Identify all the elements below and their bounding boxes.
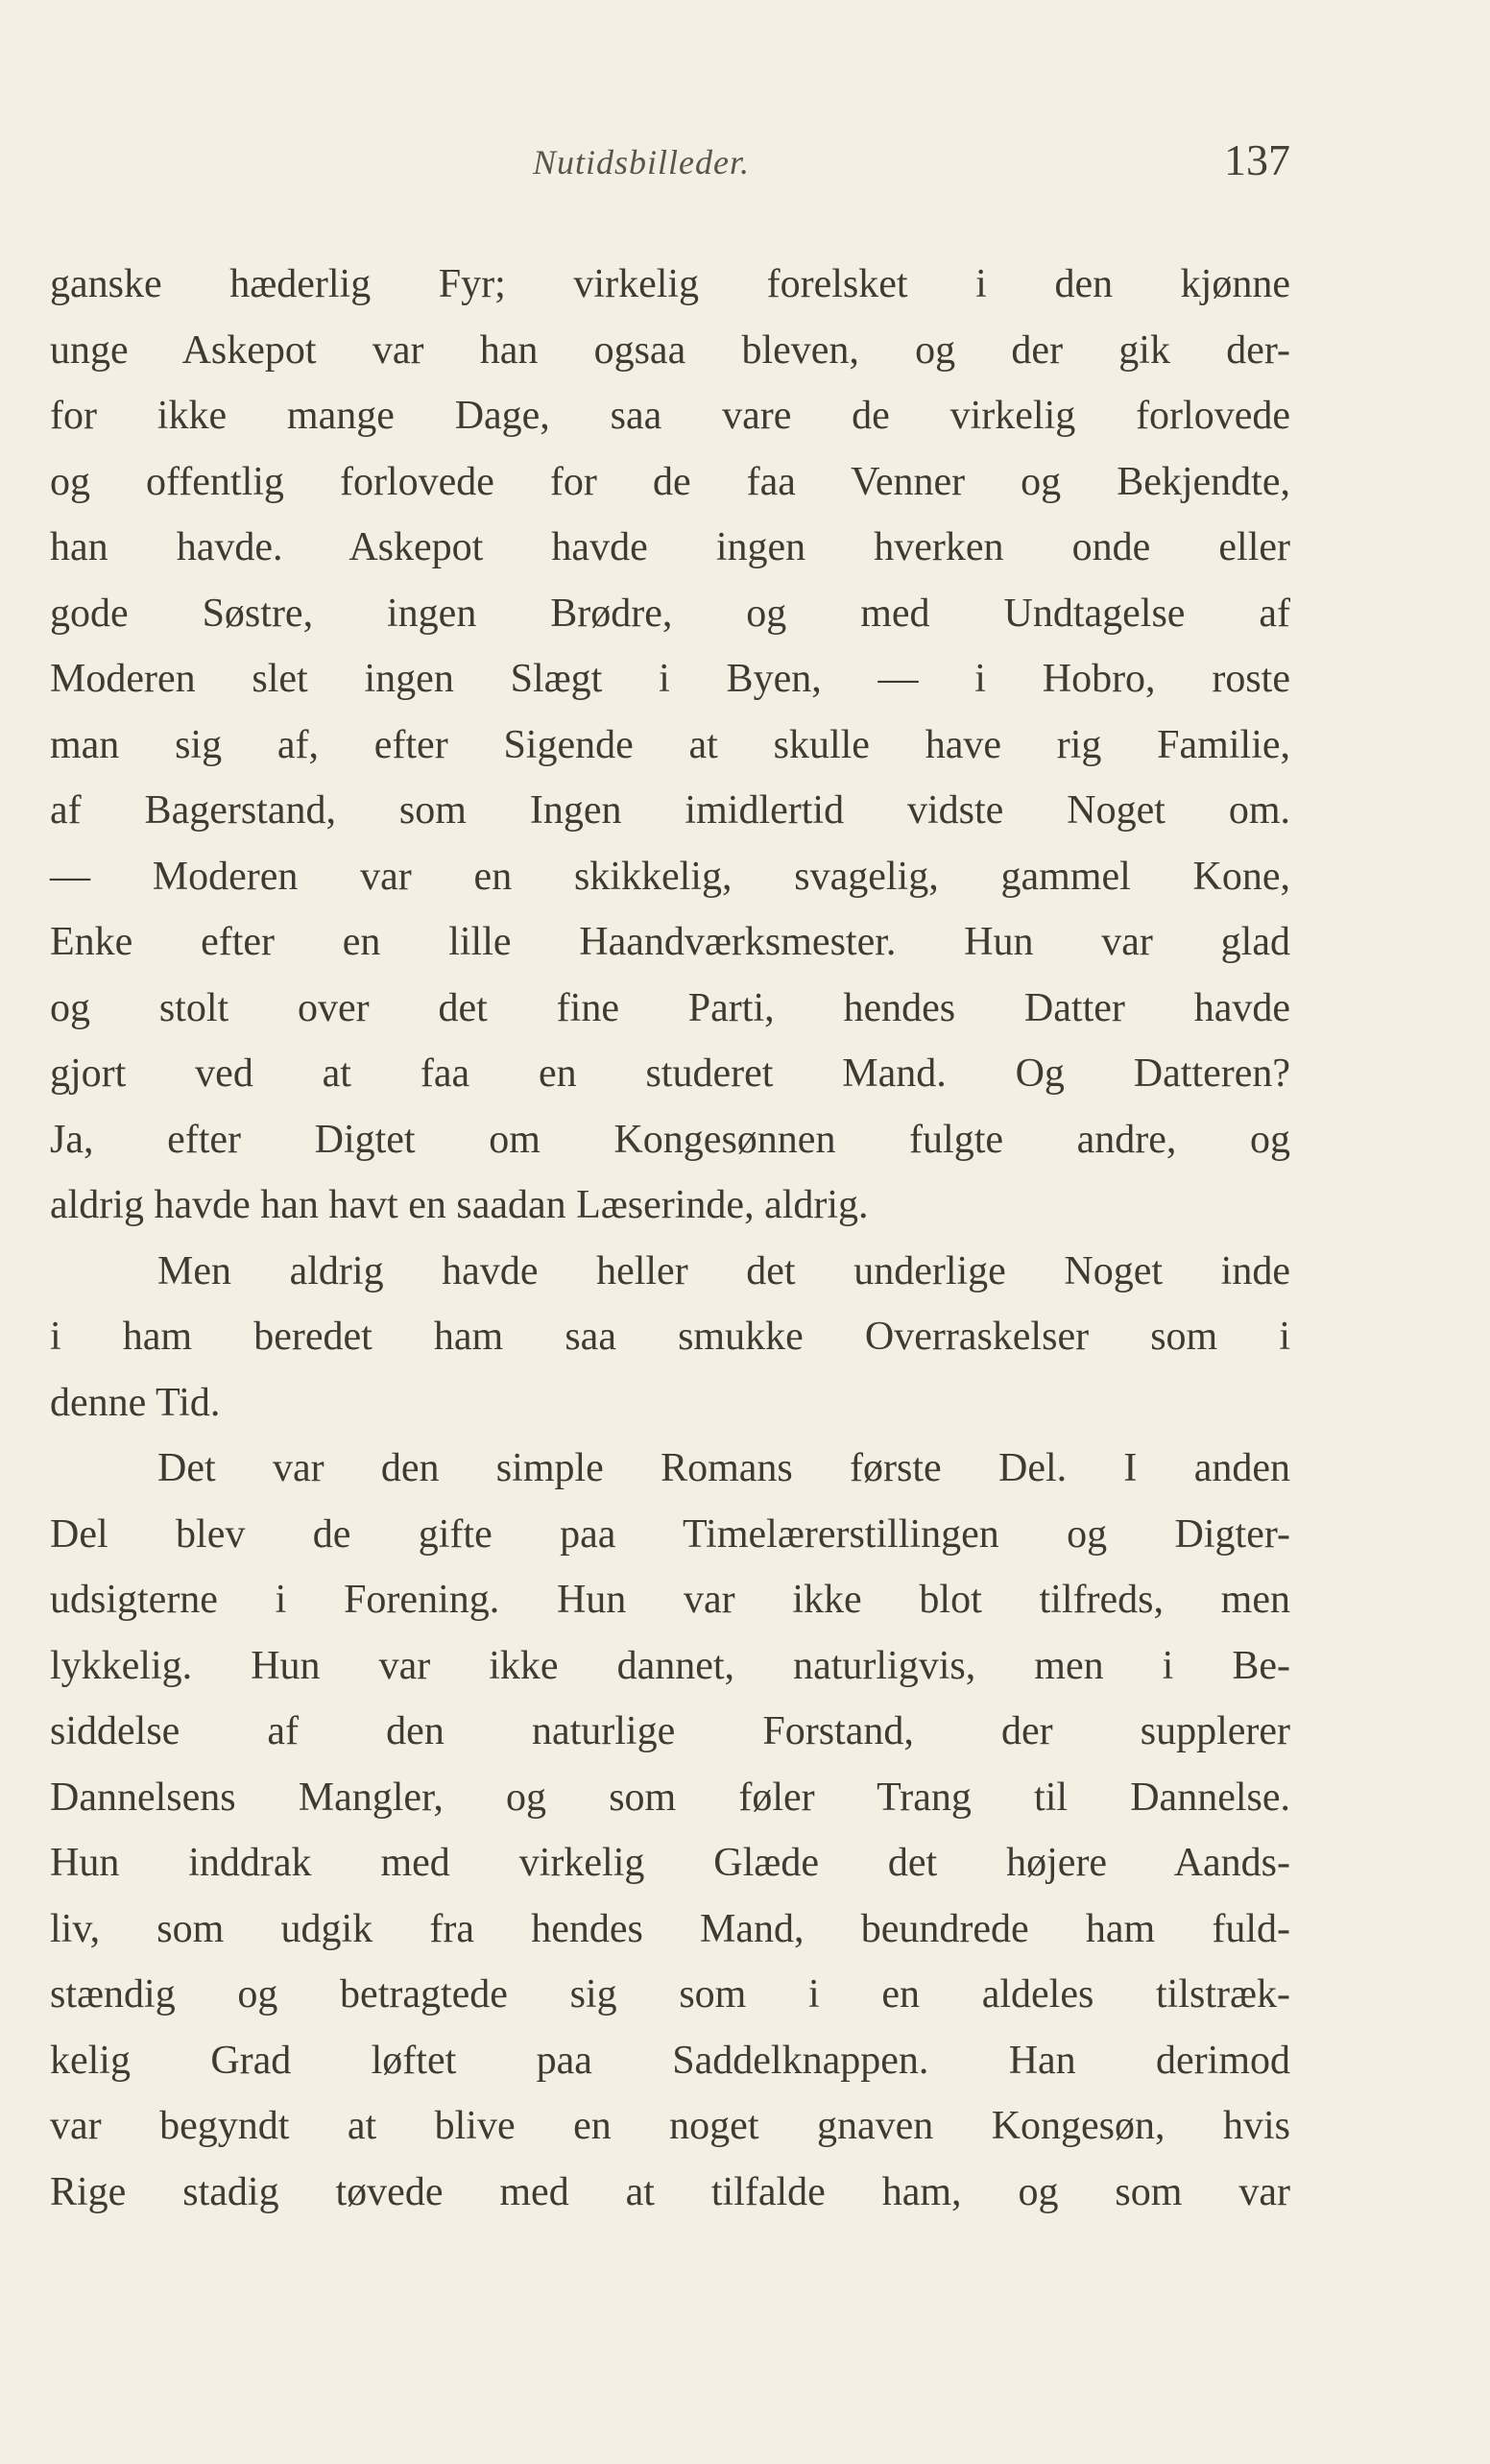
text-line: af Bagerstand, som Ingen imidlertid vidste Noget om. [50, 788, 1290, 833]
text-line: lykkelig. Hun var ikke dannet, naturligvis, men i Be- [50, 1643, 1290, 1688]
page-number: 137 [1224, 135, 1290, 184]
text-line: stændig og betragtede sig som i en aldeles tilstræk- [50, 1972, 1290, 2017]
text-line: Hun inddrak med virkelig Glæde det højere Aands- [50, 1841, 1290, 1885]
text-line: kelig Grad løftet paa Saddelknappen. Han derimod [50, 2038, 1290, 2083]
text-line: man sig af, efter Sigende at skulle have rig Familie, [50, 722, 1290, 767]
text-line: han havde. Askepot havde ingen hverken onde eller [50, 525, 1290, 569]
text-line: gode Søstre, ingen Brødre, og med Undtagelse af [50, 591, 1290, 636]
text-line: — Moderen var en skikkelig, svagelig, gammel Kone, [50, 854, 1290, 899]
text-line: ganske hæderlig Fyr; virkelig forelsket i den kjønne [50, 262, 1290, 306]
text-line: Del blev de gifte paa Timelærerstillingen og Digter- [50, 1511, 1290, 1557]
text-line: denne Tid. [50, 1380, 221, 1425]
text-line: aldrig havde han havt en saadan Læserinde, aldrig. [50, 1183, 869, 1227]
running-head [58, 134, 1306, 192]
text-line: liv, som udgik fra hendes Mand, beundrede ham fuld- [50, 1906, 1290, 1951]
text-line: var begyndt at blive en noget gnaven Kongesøn, hvis [50, 2104, 1290, 2148]
running-title: Nutidsbilleder. [533, 143, 751, 181]
text-line: og offentlig forlovede for de faa Venner og Bekjendte, [50, 459, 1290, 504]
text-line: Ja, efter Digtet om Kongesønnen fulgte andre, og [50, 1117, 1290, 1162]
text-line: unge Askepot var han ogsaa bleven, og der gik der- [50, 327, 1290, 373]
text-line: og stolt over det fine Parti, hendes Datter havde [50, 985, 1290, 1030]
text-line: Enke efter en lille Haandværksmester. Hun var glad [50, 920, 1290, 964]
text-line: Rige stadig tøvede med at tilfalde ham, og som var [50, 2169, 1290, 2214]
text-line: i ham beredet ham saa smukke Overraskelser som i [50, 1315, 1290, 1359]
text-line: gjort ved at faa en studeret Mand. Og Datteren? [50, 1051, 1290, 1096]
text-line: Men aldrig havde heller det underlige Noget inde [157, 1248, 1290, 1293]
text-line: Det var den simple Romans første Del. I anden [157, 1446, 1290, 1490]
text-line: Moderen slet ingen Slægt i Byen, — i Hobro, roste [50, 657, 1290, 701]
text-line: Dannelsens Mangler, og som føler Trang til Dannelse. [50, 1775, 1290, 1820]
body-text [50, 252, 1290, 2225]
text-line: siddelse af den naturlige Forstand, der supplerer [50, 1709, 1290, 1753]
text-line: for ikke mange Dage, saa vare de virkelig forlovede [50, 394, 1290, 438]
text-line: udsigterne i Forening. Hun var ikke blot tilfreds, men [50, 1578, 1290, 1622]
